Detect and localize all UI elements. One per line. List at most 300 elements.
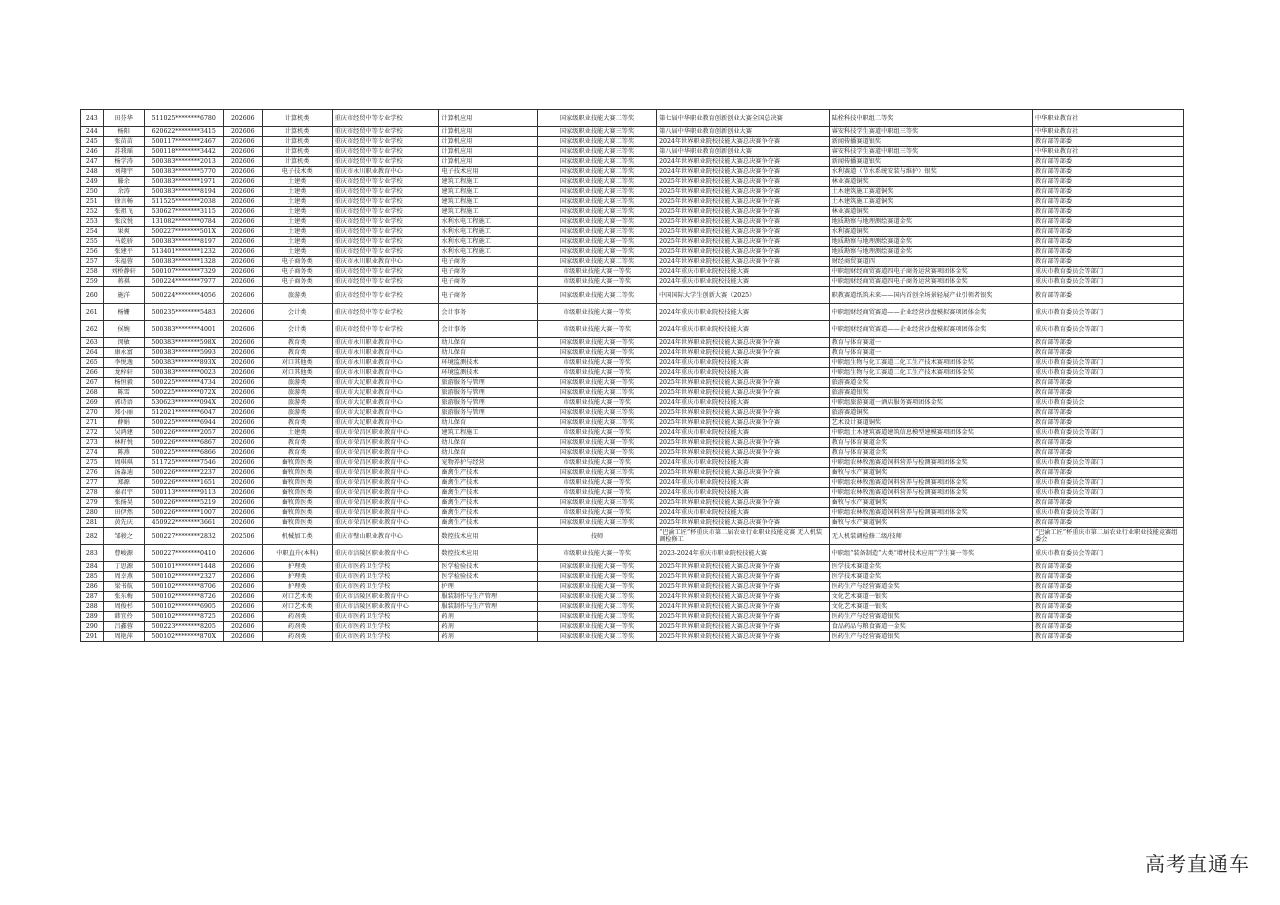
- student-name-cell: 薛娟: [103, 418, 144, 428]
- major-cell: 建筑工程施工: [439, 197, 538, 207]
- competition-cell: 2025年世界职业院校技能大赛总决赛争夺赛: [657, 247, 830, 257]
- table-row: [81, 321, 1184, 338]
- organizer-cell: 教育部等部委: [1032, 257, 1183, 267]
- school-cell: 重庆市经贸中等专业学校: [332, 110, 439, 127]
- award-item-cell: 水利赛道（节水系统安装与维护）银奖: [829, 167, 1032, 177]
- school-cell: 重庆市经贸中等专业学校: [332, 157, 439, 167]
- exam-category-cell: 电子商务类: [262, 257, 332, 267]
- year-cell: 202606: [223, 237, 262, 247]
- organizer-cell: 教育部等部委: [1032, 348, 1183, 358]
- year-cell: 202606: [223, 378, 262, 388]
- year-cell: 202606: [223, 207, 262, 217]
- major-cell: 畜禽生产技术: [439, 508, 538, 518]
- table-row: [81, 157, 1184, 167]
- award-item-cell: 土木建筑施工赛道铜奖: [829, 187, 1032, 197]
- award-item-cell: 地质勘察与地理测绘赛道金奖: [829, 217, 1032, 227]
- table-row: [81, 398, 1184, 408]
- award-level-cell: 国家级职业技能大赛二等奖: [537, 418, 656, 428]
- exam-category-cell: 会计类: [262, 321, 332, 338]
- award-level-cell: 市级职业技能大赛一等奖: [537, 368, 656, 378]
- row-number-cell: 259: [81, 277, 104, 287]
- table-row: [81, 632, 1184, 642]
- year-cell: 202606: [223, 110, 262, 127]
- major-cell: 会计事务: [439, 321, 538, 338]
- year-cell: 202606: [223, 602, 262, 612]
- award-level-cell: 国家级职业技能大赛二等奖: [537, 177, 656, 187]
- organizer-cell: 教育部等部委: [1032, 227, 1183, 237]
- award-item-cell: 中职组生物与化工赛道二化工生产技术赛项团体金奖: [829, 358, 1032, 368]
- table-row: [81, 257, 1184, 267]
- award-item-cell: 教育与体育赛道金奖: [829, 448, 1032, 458]
- competition-cell: 2025年世界职业院校技能大赛总决赛争夺赛: [657, 518, 830, 528]
- year-cell: 202606: [223, 388, 262, 398]
- organizer-cell: “巴渝工匠”杯重庆市第二届农业行业职业技能竞赛组委会: [1032, 528, 1183, 545]
- competition-cell: 第八届中华职业教育创新创业大赛: [657, 127, 830, 137]
- competition-cell: 2024年世界职业院校技能大赛总决赛争夺赛: [657, 592, 830, 602]
- organizer-cell: 中华职业教育社: [1032, 147, 1183, 157]
- award-item-cell: 地质勘察与地理测绘赛道金奖: [829, 237, 1032, 247]
- student-name-cell: 陈燕: [103, 448, 144, 458]
- year-cell: 202606: [223, 321, 262, 338]
- award-item-cell: 旅游赛道银奖: [829, 388, 1032, 398]
- competition-cell: 2024年重庆市职业院校技能大赛: [657, 458, 830, 468]
- student-name-cell: 丁思源: [103, 562, 144, 572]
- student-name-cell: 康永富: [103, 348, 144, 358]
- table-row: [81, 448, 1184, 458]
- year-cell: 202606: [223, 498, 262, 508]
- school-cell: 重庆市经贸中等专业学校: [332, 187, 439, 197]
- exam-category-cell: 对口艺术类: [262, 602, 332, 612]
- organizer-cell: 教育部等部委: [1032, 622, 1183, 632]
- exam-category-cell: 对口其他类: [262, 368, 332, 378]
- student-name-cell: 徐言畅: [103, 197, 144, 207]
- school-cell: 重庆市经贸中等专业学校: [332, 147, 439, 157]
- school-cell: 重庆市大足职业教育中心: [332, 418, 439, 428]
- major-cell: 畜禽生产技术: [439, 518, 538, 528]
- table-row: [81, 237, 1184, 247]
- id-number-cell: 511525********2038: [144, 197, 223, 207]
- student-name-cell: 施洋: [103, 287, 144, 304]
- year-cell: 202606: [223, 127, 262, 137]
- year-cell: 202606: [223, 157, 262, 167]
- row-number-cell: 277: [81, 478, 104, 488]
- award-item-cell: 中职组“装备制造”大类“增材技术应用”学生赛一等奖: [829, 545, 1032, 562]
- award-item-cell: 教育与体育赛道一: [829, 338, 1032, 348]
- major-cell: 电子技术应用: [439, 167, 538, 177]
- organizer-cell: 教育部等部委: [1032, 562, 1183, 572]
- exam-category-cell: 对口其他类: [262, 358, 332, 368]
- id-number-cell: 500383********8197: [144, 237, 223, 247]
- school-cell: 重庆市经贸中等专业学校: [332, 177, 439, 187]
- award-item-cell: 旅游赛道铜奖: [829, 408, 1032, 418]
- competition-cell: 2025年世界职业院校技能大赛总决赛争夺赛: [657, 217, 830, 227]
- award-level-cell: 国家级职业技能大赛一等奖: [537, 247, 656, 257]
- table-row: [81, 428, 1184, 438]
- id-number-cell: 450922********3661: [144, 518, 223, 528]
- table-row: [81, 348, 1184, 358]
- competition-cell: 2025年世界职业院校技能大赛总决赛争夺赛: [657, 227, 830, 237]
- competition-cell: 第七届中华职业教育创新创业大赛全国总决赛: [657, 110, 830, 127]
- table-row: [81, 110, 1184, 127]
- major-cell: 畜禽生产技术: [439, 468, 538, 478]
- competition-cell: 2024年世界职业院校技能大赛总决赛争夺赛: [657, 348, 830, 358]
- organizer-cell: 教育部等部委: [1032, 448, 1183, 458]
- year-cell: 202606: [223, 368, 262, 378]
- school-cell: 重庆市经贸中等专业学校: [332, 227, 439, 237]
- student-name-cell: 韩宜伶: [103, 612, 144, 622]
- award-level-cell: 国家级职业技能大赛一等奖: [537, 378, 656, 388]
- competition-cell: 2024年重庆市职业院校技能大赛: [657, 267, 830, 277]
- year-cell: 202606: [223, 408, 262, 418]
- major-cell: 药剂: [439, 622, 538, 632]
- table-row: [81, 368, 1184, 378]
- award-item-cell: 中职组生物与化工赛道二化工生产技术赛项团体金奖: [829, 368, 1032, 378]
- award-item-cell: 中职组财经商贸赛道——企业经营沙盘模拟赛项团体金奖: [829, 321, 1032, 338]
- award-item-cell: 食品药品与粮食赛道一金奖: [829, 622, 1032, 632]
- student-name-cell: 曹峻源: [103, 545, 144, 562]
- year-cell: 202606: [223, 167, 262, 177]
- id-number-cell: 500226********6867: [144, 438, 223, 448]
- major-cell: 水利水电工程施工: [439, 217, 538, 227]
- competition-cell: 2024年重庆市职业院校技能大赛: [657, 321, 830, 338]
- year-cell: 202606: [223, 348, 262, 358]
- major-cell: 计算机应用: [439, 110, 538, 127]
- year-cell: 202606: [223, 187, 262, 197]
- organizer-cell: 教育部等部委: [1032, 602, 1183, 612]
- organizer-cell: 教育部等部委: [1032, 632, 1183, 642]
- major-cell: 药剂: [439, 632, 538, 642]
- row-number-cell: 286: [81, 582, 104, 592]
- id-number-cell: 500383********1971: [144, 177, 223, 187]
- organizer-cell: 重庆市教育委员会等部门: [1032, 478, 1183, 488]
- student-name-cell: 侯婉: [103, 321, 144, 338]
- award-item-cell: 中职组旅游赛道一酒店服务赛项团体金奖: [829, 398, 1032, 408]
- competition-cell: 2025年世界职业院校技能大赛总决赛争夺赛: [657, 632, 830, 642]
- id-number-cell: 131082********0784: [144, 217, 223, 227]
- award-level-cell: 国家级职业技能大赛二等奖: [537, 257, 656, 267]
- organizer-cell: 教育部等部委: [1032, 207, 1183, 217]
- exam-category-cell: 土建类: [262, 227, 332, 237]
- row-number-cell: 266: [81, 368, 104, 378]
- exam-category-cell: 计算机类: [262, 127, 332, 137]
- exam-category-cell: 护理类: [262, 572, 332, 582]
- award-item-cell: 陆栓科技中职组二等奖: [829, 110, 1032, 127]
- organizer-cell: 中华职业教育社: [1032, 127, 1183, 137]
- major-cell: 计算机应用: [439, 137, 538, 147]
- organizer-cell: 教育部等部委: [1032, 468, 1183, 478]
- table-row: [81, 545, 1184, 562]
- major-cell: 旅游服务与管理: [439, 388, 538, 398]
- year-cell: 202606: [223, 438, 262, 448]
- major-cell: 电子商务: [439, 257, 538, 267]
- student-name-cell: 田芬华: [103, 110, 144, 127]
- organizer-cell: 教育部等部委: [1032, 197, 1183, 207]
- organizer-cell: 中华职业教育社: [1032, 110, 1183, 127]
- table-row: [81, 478, 1184, 488]
- exam-category-cell: 土建类: [262, 247, 332, 257]
- table-row: [81, 177, 1184, 187]
- award-level-cell: 市级职业技能大赛一等奖: [537, 508, 656, 518]
- award-level-cell: 国家级职业技能大赛一等奖: [537, 438, 656, 448]
- award-level-cell: 国家级职业技能大赛三等奖: [537, 207, 656, 217]
- year-cell: 202606: [223, 257, 262, 267]
- major-cell: 幼儿保育: [439, 348, 538, 358]
- award-item-cell: 医药生产与经营赛道银奖: [829, 612, 1032, 622]
- organizer-cell: 教育部等部委: [1032, 247, 1183, 257]
- table-row: [81, 207, 1184, 217]
- exam-category-cell: 护理类: [262, 562, 332, 572]
- table-row: [81, 488, 1184, 498]
- organizer-cell: 教育部等部委: [1032, 518, 1183, 528]
- competition-cell: 2025年世界职业院校技能大赛总决赛争夺赛: [657, 187, 830, 197]
- award-level-cell: 市级职业技能大赛一等奖: [537, 277, 656, 287]
- organizer-cell: 重庆市教育委员会等部门: [1032, 321, 1183, 338]
- table-row: [81, 267, 1184, 277]
- year-cell: 202606: [223, 458, 262, 468]
- student-name-cell: 张祖飞: [103, 207, 144, 217]
- row-number-cell: 291: [81, 632, 104, 642]
- table-row: [81, 468, 1184, 478]
- competition-cell: 2024年世界职业院校技能大赛总决赛争夺赛: [657, 167, 830, 177]
- exam-category-cell: 畜牧兽医类: [262, 518, 332, 528]
- competition-cell: 2024年重庆市职业院校技能大赛: [657, 398, 830, 408]
- table-row: [81, 518, 1184, 528]
- school-cell: 重庆市永川职业教育中心: [332, 358, 439, 368]
- organizer-cell: 重庆市教育委员会等部门: [1032, 428, 1183, 438]
- organizer-cell: 重庆市教育委员会等部门: [1032, 277, 1183, 287]
- row-number-cell: 244: [81, 127, 104, 137]
- table-row: [81, 247, 1184, 257]
- row-number-cell: 260: [81, 287, 104, 304]
- award-level-cell: 国家级职业技能大赛三等奖: [537, 227, 656, 237]
- student-name-cell: 张苗苗: [103, 137, 144, 147]
- major-cell: 环境监测技术: [439, 368, 538, 378]
- row-number-cell: 262: [81, 321, 104, 338]
- award-item-cell: 中职组农林牧渔赛道饲料营养与检测赛项团体金奖: [829, 458, 1032, 468]
- organizer-cell: 教育部等部委: [1032, 167, 1183, 177]
- school-cell: 重庆市荣昌区职业教育中心: [332, 438, 439, 448]
- major-cell: 畜禽生产技术: [439, 498, 538, 508]
- exam-category-cell: 电子商务类: [262, 267, 332, 277]
- id-number-cell: 511725********7546: [144, 458, 223, 468]
- table-row: [81, 227, 1184, 237]
- id-number-cell: 500102********870X: [144, 632, 223, 642]
- competition-cell: 2025年世界职业院校技能大赛总决赛争夺赛: [657, 177, 830, 187]
- organizer-cell: 重庆市教育委员会等部门: [1032, 304, 1183, 321]
- table-row: [81, 338, 1184, 348]
- competition-cell: 第八届中华职业教育创新创业大赛: [657, 147, 830, 157]
- row-number-cell: 270: [81, 408, 104, 418]
- school-cell: 重庆市永川职业教育中心: [332, 348, 439, 358]
- major-cell: 幼儿保育: [439, 418, 538, 428]
- student-name-cell: 田伊然: [103, 508, 144, 518]
- award-item-cell: 中职组农林牧渔赛道饲料营养与检测赛项团体金奖: [829, 508, 1032, 518]
- table-row: [81, 137, 1184, 147]
- competition-cell: 2025年世界职业院校技能大赛总决赛争夺赛: [657, 197, 830, 207]
- school-cell: 重庆市经贸中等专业学校: [332, 197, 439, 207]
- id-number-cell: 500102********8725: [144, 612, 223, 622]
- row-number-cell: 290: [81, 622, 104, 632]
- major-cell: 水利水电工程施工: [439, 227, 538, 237]
- row-number-cell: 287: [81, 592, 104, 602]
- exam-category-cell: 旅游类: [262, 287, 332, 304]
- row-number-cell: 281: [81, 518, 104, 528]
- major-cell: 电子商务: [439, 277, 538, 287]
- id-number-cell: 500227********501X: [144, 227, 223, 237]
- year-cell: 202606: [223, 137, 262, 147]
- award-level-cell: 国家级职业技能大赛二等奖: [537, 632, 656, 642]
- year-cell: 202606: [223, 147, 262, 157]
- award-level-cell: 国家级职业技能大赛一等奖: [537, 562, 656, 572]
- school-cell: 重庆市荣昌区职业教育中心: [332, 458, 439, 468]
- award-level-cell: 国家级职业技能大赛三等奖: [537, 147, 656, 157]
- exam-category-cell: 护理类: [262, 582, 332, 592]
- id-number-cell: 500102********2327: [144, 572, 223, 582]
- exam-category-cell: 土建类: [262, 237, 332, 247]
- competition-cell: 2024年重庆市职业院校技能大赛: [657, 488, 830, 498]
- competition-cell: 2024年世界职业院校技能大赛总决赛争夺赛: [657, 137, 830, 147]
- row-number-cell: 264: [81, 348, 104, 358]
- competition-cell: 2025年世界职业院校技能大赛总决赛争夺赛: [657, 388, 830, 398]
- student-name-cell: 郭诗语: [103, 398, 144, 408]
- table-row: [81, 358, 1184, 368]
- school-cell: 重庆市荣昌区职业教育中心: [332, 478, 439, 488]
- year-cell: 202606: [223, 592, 262, 602]
- student-name-cell: 李悦逸: [103, 358, 144, 368]
- award-level-cell: 国家级职业技能大赛三等奖: [537, 408, 656, 418]
- competition-cell: 2025年世界职业院校技能大赛总决赛争夺赛: [657, 468, 830, 478]
- school-cell: 重庆市医药卫生学校: [332, 612, 439, 622]
- major-cell: 环境监测技术: [439, 358, 538, 368]
- school-cell: 重庆市医药卫生学校: [332, 562, 439, 572]
- competition-cell: 2024年重庆市职业院校技能大赛: [657, 368, 830, 378]
- major-cell: 畜禽生产技术: [439, 478, 538, 488]
- row-number-cell: 245: [81, 137, 104, 147]
- student-name-cell: 余涛: [103, 187, 144, 197]
- major-cell: 宠物养护与经营: [439, 458, 538, 468]
- award-item-cell: 中职组财经商贸赛道四电子商务运营赛项团体金奖: [829, 267, 1032, 277]
- row-number-cell: 285: [81, 572, 104, 582]
- major-cell: 会计事务: [439, 304, 538, 321]
- table-row: [81, 498, 1184, 508]
- award-level-cell: 国家级职业技能大赛一等奖: [537, 448, 656, 458]
- competition-cell: 2025年世界职业院校技能大赛总决赛争夺赛: [657, 418, 830, 428]
- major-cell: 服装制作与生产管理: [439, 592, 538, 602]
- exam-category-cell: 畜牧兽医类: [262, 488, 332, 498]
- table-row: [81, 277, 1184, 287]
- award-item-cell: 新闻传播赛道银奖: [829, 157, 1032, 167]
- award-level-cell: 国家级职业技能大赛三等奖: [537, 468, 656, 478]
- award-item-cell: 睿安科技学生赛道中职组三等奖: [829, 147, 1032, 157]
- row-number-cell: 288: [81, 602, 104, 612]
- school-cell: 重庆市经贸中等专业学校: [332, 127, 439, 137]
- year-cell: 202606: [223, 632, 262, 642]
- row-number-cell: 248: [81, 167, 104, 177]
- student-name-cell: 蒋祺: [103, 277, 144, 287]
- major-cell: 计算机应用: [439, 157, 538, 167]
- row-number-cell: 273: [81, 438, 104, 448]
- organizer-cell: 教育部等部委: [1032, 217, 1183, 227]
- exam-category-cell: 旅游类: [262, 398, 332, 408]
- table-row: [81, 408, 1184, 418]
- school-cell: 重庆市经贸中等专业学校: [332, 137, 439, 147]
- row-number-cell: 274: [81, 448, 104, 458]
- id-number-cell: 512021********6047: [144, 408, 223, 418]
- table-row: [81, 562, 1184, 572]
- year-cell: 202606: [223, 612, 262, 622]
- school-cell: 重庆市医药卫生学校: [332, 572, 439, 582]
- exam-category-cell: 旅游类: [262, 378, 332, 388]
- major-cell: 建筑工程施工: [439, 187, 538, 197]
- exam-category-cell: 药剂类: [262, 612, 332, 622]
- id-number-cell: 500383********893X: [144, 358, 223, 368]
- table-row: [81, 418, 1184, 428]
- year-cell: 202606: [223, 217, 262, 227]
- award-item-cell: 水利赛道铜奖: [829, 227, 1032, 237]
- student-name-cell: 汤淼迪: [103, 468, 144, 478]
- school-cell: 重庆市荣昌区职业教育中心: [332, 468, 439, 478]
- table-row: [81, 572, 1184, 582]
- award-item-cell: 职教赛道纸筑未来——国内首创全场景轻展产业引领者银奖: [829, 287, 1032, 304]
- competition-cell: 2025年世界职业院校技能大赛总决赛争夺赛: [657, 562, 830, 572]
- year-cell: 202606: [223, 518, 262, 528]
- award-level-cell: 国家级职业技能大赛三等奖: [537, 518, 656, 528]
- award-item-cell: 林业赛道铜奖: [829, 177, 1032, 187]
- competition-cell: 2023-2024年重庆市职业院校技能大赛: [657, 545, 830, 562]
- row-number-cell: 269: [81, 398, 104, 408]
- exam-category-cell: 机械加工类: [262, 528, 332, 545]
- id-number-cell: 500107********7329: [144, 267, 223, 277]
- competition-cell: 2024年世界职业院校技能大赛总决赛争夺赛: [657, 157, 830, 167]
- row-number-cell: 254: [81, 227, 104, 237]
- organizer-cell: 教育部等部委: [1032, 237, 1183, 247]
- row-number-cell: 246: [81, 147, 104, 157]
- organizer-cell: 重庆市教育委员会等部门: [1032, 267, 1183, 277]
- table-row: [81, 388, 1184, 398]
- awards-list-sheet: [80, 109, 1184, 642]
- organizer-cell: 重庆市教育委员会等部门: [1032, 458, 1183, 468]
- competition-cell: 2025年世界职业院校技能大赛总决赛争夺赛: [657, 622, 830, 632]
- organizer-cell: 教育部等部委: [1032, 498, 1183, 508]
- organizer-cell: 教育部等部委: [1032, 582, 1183, 592]
- award-item-cell: 中职组土木建筑赛道建筑信息模型建模赛项团体金奖: [829, 428, 1032, 438]
- row-number-cell: 284: [81, 562, 104, 572]
- id-number-cell: 513401********1232: [144, 247, 223, 257]
- school-cell: 重庆市大足职业教育中心: [332, 398, 439, 408]
- awards-table-body: [81, 110, 1184, 642]
- exam-category-cell: 对口艺术类: [262, 592, 332, 602]
- award-level-cell: 国家级职业技能大赛二等奖: [537, 592, 656, 602]
- id-number-cell: 500383********1328: [144, 257, 223, 267]
- award-level-cell: 国家级职业技能大赛二等奖: [537, 137, 656, 147]
- table-row: [81, 217, 1184, 227]
- row-number-cell: 271: [81, 418, 104, 428]
- id-number-cell: 530623********094X: [144, 398, 223, 408]
- organizer-cell: 教育部等部委: [1032, 592, 1183, 602]
- id-number-cell: 511025********6780: [144, 110, 223, 127]
- award-item-cell: 中职组财经商贸赛道——企业经营沙盘模拟赛项团体金奖: [829, 304, 1032, 321]
- major-cell: 建筑工程施工: [439, 177, 538, 187]
- year-cell: 202606: [223, 622, 262, 632]
- competition-cell: 2024年重庆市职业院校技能大赛: [657, 358, 830, 368]
- student-name-cell: 杨学涛: [103, 157, 144, 167]
- award-item-cell: 中职组财经商贸赛道四电子商务运营赛项团体金奖: [829, 277, 1032, 287]
- competition-cell: 2025年世界职业院校技能大赛总决赛争夺赛: [657, 448, 830, 458]
- row-number-cell: 279: [81, 498, 104, 508]
- id-number-cell: 500101********1448: [144, 562, 223, 572]
- school-cell: 重庆市大足职业教育中心: [332, 408, 439, 418]
- school-cell: 重庆市医药卫生学校: [332, 632, 439, 642]
